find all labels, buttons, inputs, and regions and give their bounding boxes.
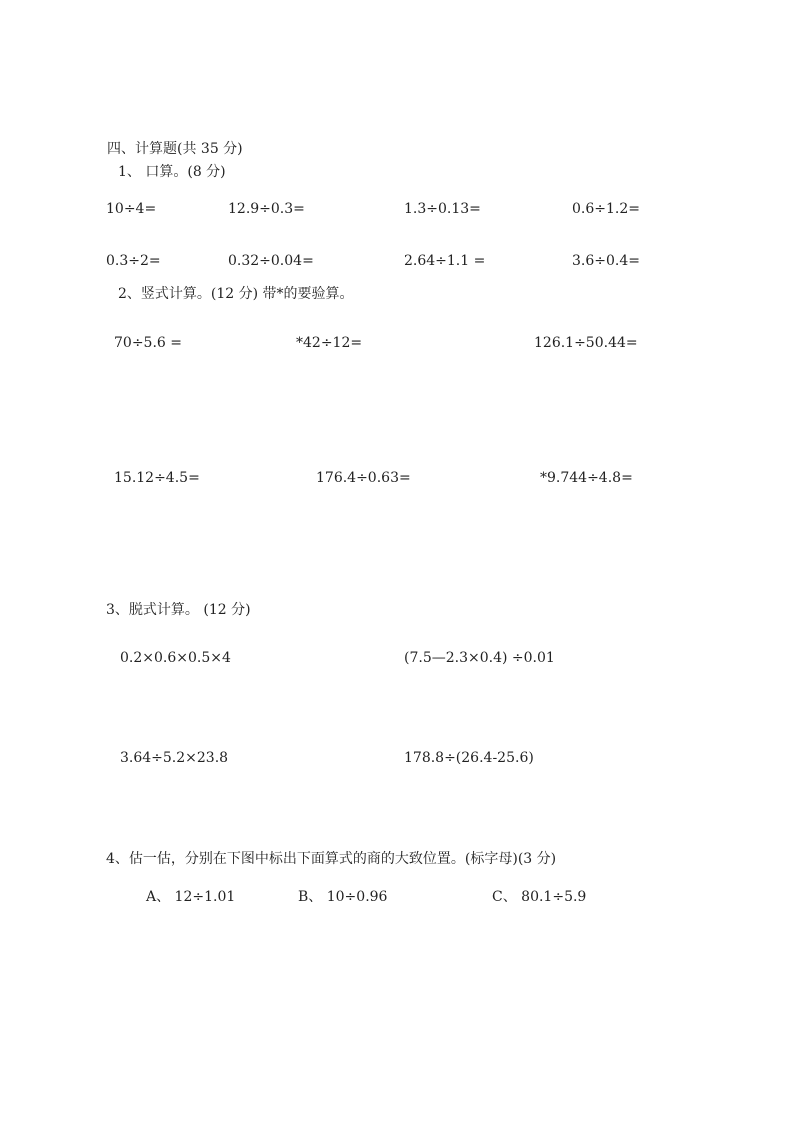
q3-row1-item-2: (7.5—2.3×0.4) ÷0.01 (404, 650, 555, 666)
q2-row1-item-2: *42÷12= (296, 335, 363, 351)
q3-row2-item-2: 178.8÷(26.4-25.6) (404, 750, 534, 766)
q2-row2-item-3: *9.744÷4.8= (540, 470, 633, 486)
q1-row2-item-1: 0.3÷2= (106, 253, 161, 269)
q3-row1-item-1: 0.2×0.6×0.5×4 (120, 650, 231, 666)
q1-row1-item-3: 1.3÷0.13= (404, 201, 481, 217)
q2-row1-item-1: 70÷5.6 = (114, 335, 182, 351)
q4-title: 4、估一估，分别在下图中标出下面算式的商的大致位置。(标字母)(3 分) (106, 851, 557, 867)
q4-item-a: A、 12÷1.01 (146, 889, 236, 905)
q1-row1-item-2: 12.9÷0.3= (228, 201, 305, 217)
q2-row1-item-3: 126.1÷50.44= (534, 335, 638, 351)
q2-row2-item-1: 15.12÷4.5= (114, 470, 200, 486)
section-title: 四、计算题(共 35 分) (107, 141, 243, 157)
q4-item-c: C、 80.1÷5.9 (492, 889, 587, 905)
q3-row2-item-1: 3.64÷5.2×23.8 (120, 750, 229, 766)
q3-title: 3、脱式计算。 (12 分) (106, 602, 251, 618)
q1-row2-item-4: 3.6÷0.4= (572, 253, 640, 269)
q4-item-b: B、 10÷0.96 (298, 889, 388, 905)
q1-row2-item-3: 2.64÷1.1 = (404, 253, 486, 269)
q1-title: 1、 口算。(8 分) (118, 164, 226, 180)
q1-row2-item-2: 0.32÷0.04= (228, 253, 314, 269)
q2-title: 2、竖式计算。(12 分) 带*的要验算。 (118, 286, 354, 302)
q2-row2-item-2: 176.4÷0.63= (316, 470, 411, 486)
q1-row1-item-4: 0.6÷1.2= (572, 201, 640, 217)
q1-row1-item-1: 10÷4= (106, 201, 157, 217)
